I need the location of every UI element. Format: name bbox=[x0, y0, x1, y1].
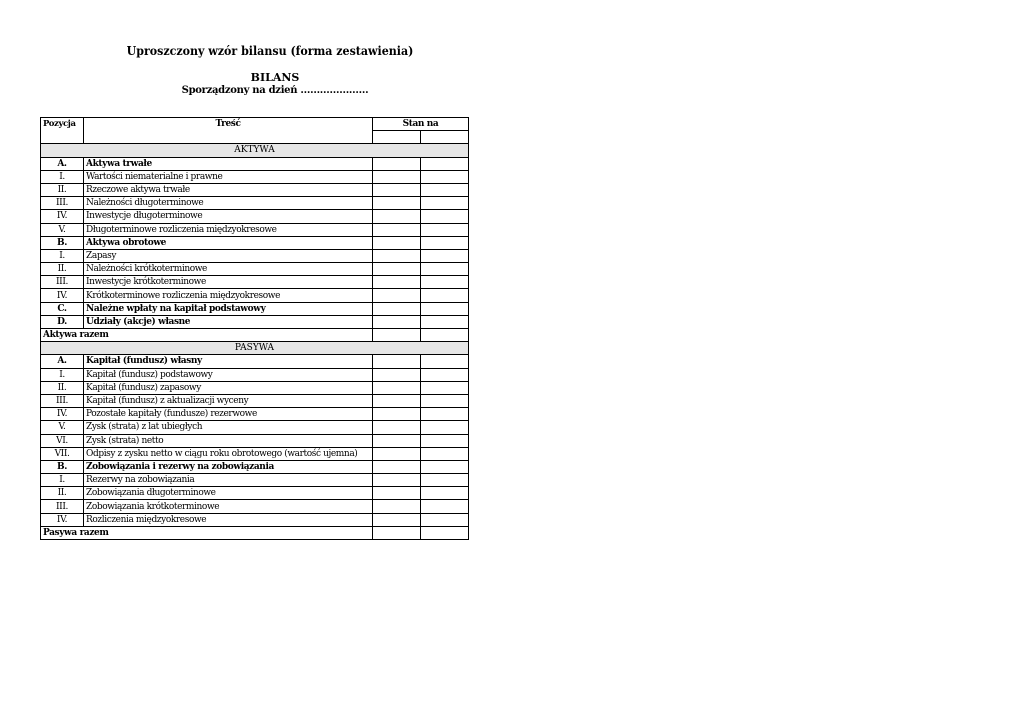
item-name: Kapitał (fundusz) zapasowy bbox=[84, 381, 373, 394]
state-value-cell[interactable] bbox=[373, 526, 421, 539]
item-name: Należności długoterminowe bbox=[84, 197, 373, 210]
item-code: I. bbox=[41, 249, 84, 262]
table-row bbox=[41, 513, 469, 526]
state-value-cell[interactable] bbox=[421, 355, 469, 368]
state-value-cell[interactable] bbox=[421, 223, 469, 236]
state-value-cell[interactable] bbox=[421, 368, 469, 381]
state-value-cell[interactable] bbox=[421, 513, 469, 526]
section-row-aktywa bbox=[41, 144, 469, 157]
state-value-cell[interactable] bbox=[421, 381, 469, 394]
state-value-cell[interactable] bbox=[373, 170, 421, 183]
item-name: Wartości niematerialne i prawne bbox=[84, 170, 373, 183]
state-value-cell[interactable] bbox=[421, 315, 469, 328]
balance-table-body bbox=[41, 118, 469, 540]
group-code: A. bbox=[41, 157, 84, 170]
group-row bbox=[41, 157, 469, 170]
state-value-cell[interactable] bbox=[421, 434, 469, 447]
state-value-cell[interactable] bbox=[421, 289, 469, 302]
state-value-cell[interactable] bbox=[373, 355, 421, 368]
state-value-cell[interactable] bbox=[373, 276, 421, 289]
state-value-cell[interactable] bbox=[373, 434, 421, 447]
item-name: Odpisy z zysku netto w ciągu roku obrotowego (wartość ujemna) bbox=[84, 447, 373, 460]
group-name: Zobowiązania i rezerwy na zobowiązania bbox=[84, 460, 373, 473]
group-name: Udziały (akcje) własne bbox=[84, 315, 373, 328]
item-name: Kapitał (fundusz) podstawowy bbox=[84, 368, 373, 381]
item-name: Inwestycje krótkoterminowe bbox=[84, 276, 373, 289]
state-value-cell[interactable] bbox=[373, 249, 421, 262]
state-value-cell[interactable] bbox=[373, 500, 421, 513]
table-row bbox=[41, 276, 469, 289]
total-row-pasywa bbox=[41, 526, 469, 539]
table-row bbox=[41, 210, 469, 223]
state-value-cell[interactable] bbox=[373, 263, 421, 276]
table-row bbox=[41, 394, 469, 407]
item-code: VII. bbox=[41, 447, 84, 460]
state-value-cell[interactable] bbox=[373, 315, 421, 328]
total-label-pasywa: Pasywa razem bbox=[41, 526, 373, 539]
item-name: Zobowiązania długoterminowe bbox=[84, 487, 373, 500]
state-value-cell[interactable] bbox=[421, 170, 469, 183]
item-code: IV. bbox=[41, 408, 84, 421]
item-code: I. bbox=[41, 368, 84, 381]
item-name: Zysk (strata) netto bbox=[84, 434, 373, 447]
item-name: Inwestycje długoterminowe bbox=[84, 210, 373, 223]
item-name: Należności krótkoterminowe bbox=[84, 263, 373, 276]
state-value-cell[interactable] bbox=[421, 249, 469, 262]
item-code: V. bbox=[41, 223, 84, 236]
state-value-cell[interactable] bbox=[421, 157, 469, 170]
section-row-pasywa bbox=[41, 342, 469, 355]
state-value-cell[interactable] bbox=[421, 526, 469, 539]
state-value-cell[interactable] bbox=[421, 421, 469, 434]
state-value-cell[interactable] bbox=[373, 368, 421, 381]
group-code: B. bbox=[41, 236, 84, 249]
state-value-cell[interactable] bbox=[421, 474, 469, 487]
state-value-cell[interactable] bbox=[421, 210, 469, 223]
table-row bbox=[41, 183, 469, 196]
table-row bbox=[41, 289, 469, 302]
state-value-cell[interactable] bbox=[421, 408, 469, 421]
state-value-cell[interactable] bbox=[421, 263, 469, 276]
table-row bbox=[41, 197, 469, 210]
item-name: Kapitał (fundusz) z aktualizacji wyceny bbox=[84, 394, 373, 407]
state-value-cell[interactable] bbox=[373, 394, 421, 407]
state-value-cell[interactable] bbox=[421, 197, 469, 210]
table-row bbox=[41, 487, 469, 500]
total-label-aktywa: Aktywa razem bbox=[41, 329, 373, 342]
state-value-cell[interactable] bbox=[373, 210, 421, 223]
state-value-cell[interactable] bbox=[421, 276, 469, 289]
item-code: IV. bbox=[41, 210, 84, 223]
item-name: Zobowiązania krótkoterminowe bbox=[84, 500, 373, 513]
section-label-pasywa: PASYWA bbox=[41, 342, 469, 355]
state-value-cell[interactable] bbox=[373, 197, 421, 210]
item-name: Pozostałe kapitały (fundusze) rezerwowe bbox=[84, 408, 373, 421]
state-value-cell[interactable] bbox=[373, 447, 421, 460]
table-row bbox=[41, 408, 469, 421]
table-row bbox=[41, 170, 469, 183]
item-code: III. bbox=[41, 394, 84, 407]
date-line: Sporządzony na dzień ………………… bbox=[181, 85, 369, 96]
item-code: II. bbox=[41, 487, 84, 500]
group-name: Aktywa obrotowe bbox=[84, 236, 373, 249]
table-row bbox=[41, 263, 469, 276]
group-name: Kapitał (fundusz) własny bbox=[84, 355, 373, 368]
table-row bbox=[41, 447, 469, 460]
table-row bbox=[41, 368, 469, 381]
document-title: Uproszczony wzór bilansu (forma zestawienia) bbox=[126, 44, 414, 58]
state-value-cell[interactable] bbox=[373, 513, 421, 526]
item-name: Krótkoterminowe rozliczenia międzyokresowe bbox=[84, 289, 373, 302]
item-code: III. bbox=[41, 276, 84, 289]
state-value-cell[interactable] bbox=[421, 236, 469, 249]
table-row bbox=[41, 434, 469, 447]
state-value-cell[interactable] bbox=[421, 302, 469, 315]
state-value-cell[interactable] bbox=[373, 408, 421, 421]
group-row bbox=[41, 355, 469, 368]
item-code: II. bbox=[41, 381, 84, 394]
item-code: IV. bbox=[41, 289, 84, 302]
header-row bbox=[41, 118, 469, 131]
state-value-cell[interactable] bbox=[373, 474, 421, 487]
state-value-cell[interactable] bbox=[373, 329, 421, 342]
section-label-aktywa: AKTYWA bbox=[41, 144, 469, 157]
state-value-cell[interactable] bbox=[421, 460, 469, 473]
header-content: Treść bbox=[84, 118, 373, 144]
table-row bbox=[41, 500, 469, 513]
bilans-heading: BILANS bbox=[250, 71, 300, 84]
item-code: I. bbox=[41, 474, 84, 487]
group-code: A. bbox=[41, 355, 84, 368]
header-position: Pozycja bbox=[41, 118, 84, 144]
item-code: II. bbox=[41, 263, 84, 276]
item-name: Rezerwy na zobowiązania bbox=[84, 474, 373, 487]
header-state: Stan na bbox=[373, 118, 469, 131]
group-row bbox=[41, 302, 469, 315]
balance-table bbox=[40, 117, 469, 540]
item-code: IV. bbox=[41, 513, 84, 526]
state-value-cell[interactable] bbox=[373, 223, 421, 236]
state-value-cell[interactable] bbox=[421, 329, 469, 342]
state-value-cell[interactable] bbox=[373, 157, 421, 170]
table-row bbox=[41, 421, 469, 434]
table-row bbox=[41, 381, 469, 394]
item-name: Rozliczenia międzyokresowe bbox=[84, 513, 373, 526]
state-value-cell[interactable] bbox=[373, 183, 421, 196]
item-code: V. bbox=[41, 421, 84, 434]
state-value-cell[interactable] bbox=[373, 460, 421, 473]
item-name: Zysk (strata) z lat ubiegłych bbox=[84, 421, 373, 434]
group-code: C. bbox=[41, 302, 84, 315]
group-row bbox=[41, 315, 469, 328]
table-row bbox=[41, 223, 469, 236]
total-row-aktywa bbox=[41, 329, 469, 342]
item-code: I. bbox=[41, 170, 84, 183]
table-row bbox=[41, 474, 469, 487]
state-value-cell[interactable] bbox=[421, 487, 469, 500]
group-code: B. bbox=[41, 460, 84, 473]
state-value-cell[interactable] bbox=[373, 236, 421, 249]
item-name: Rzeczowe aktywa trwałe bbox=[84, 183, 373, 196]
item-code: VI. bbox=[41, 434, 84, 447]
item-code: III. bbox=[41, 500, 84, 513]
state-value-cell[interactable] bbox=[421, 500, 469, 513]
group-name: Należne wpłaty na kapitał podstawowy bbox=[84, 302, 373, 315]
item-name: Zapasy bbox=[84, 249, 373, 262]
item-code: III. bbox=[41, 197, 84, 210]
table-row bbox=[41, 249, 469, 262]
state-column-1-header bbox=[373, 131, 421, 144]
group-row bbox=[41, 236, 469, 249]
state-value-cell[interactable] bbox=[421, 183, 469, 196]
state-value-cell[interactable] bbox=[373, 487, 421, 500]
state-value-cell[interactable] bbox=[373, 302, 421, 315]
item-code: II. bbox=[41, 183, 84, 196]
state-value-cell[interactable] bbox=[373, 421, 421, 434]
state-value-cell[interactable] bbox=[421, 394, 469, 407]
group-row bbox=[41, 460, 469, 473]
item-name: Długoterminowe rozliczenia międzyokresowe bbox=[84, 223, 373, 236]
state-value-cell[interactable] bbox=[421, 447, 469, 460]
state-value-cell[interactable] bbox=[373, 289, 421, 302]
group-code: D. bbox=[41, 315, 84, 328]
state-value-cell[interactable] bbox=[373, 381, 421, 394]
group-name: Aktywa trwałe bbox=[84, 157, 373, 170]
state-column-2-header bbox=[421, 131, 469, 144]
